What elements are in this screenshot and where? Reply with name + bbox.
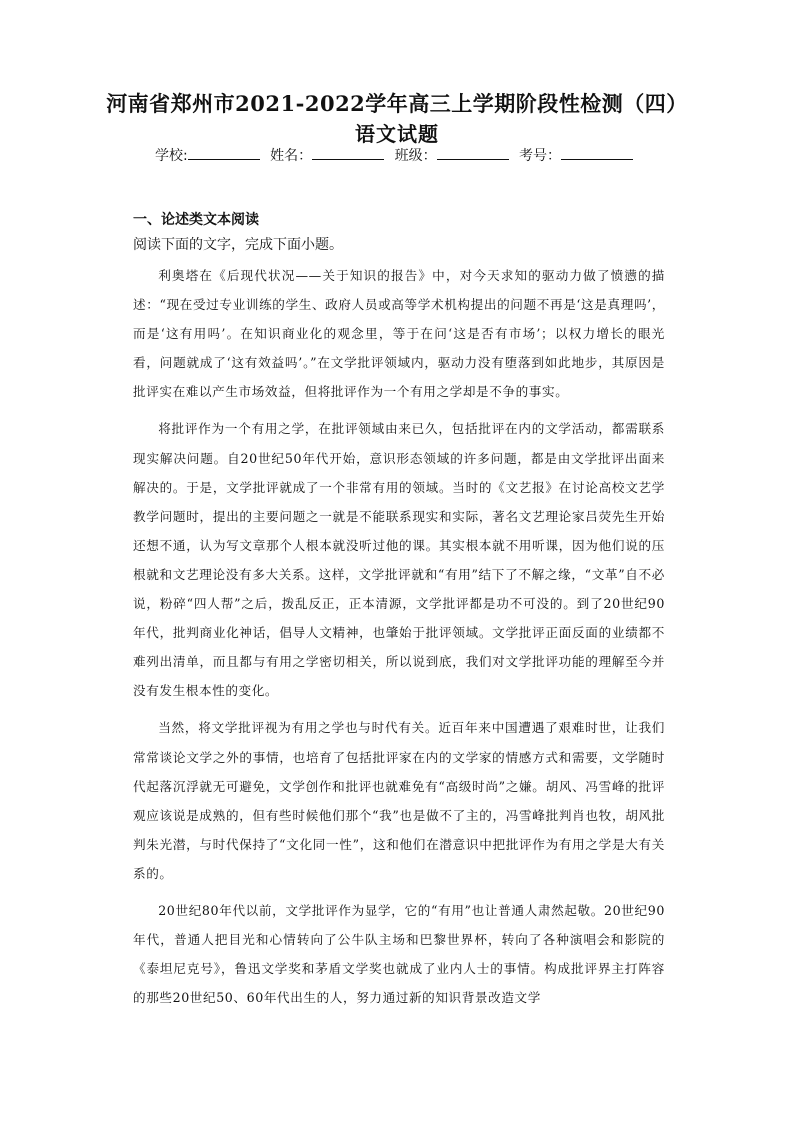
class-label: 班级： bbox=[394, 148, 437, 164]
student-info-line bbox=[0, 145, 794, 165]
section-instruction: 阅读下面的文字，完成下面小题。 bbox=[133, 237, 343, 253]
exam-number-label: 考号： bbox=[519, 148, 562, 164]
school-label: 学校: bbox=[154, 148, 188, 164]
reading-passage bbox=[133, 261, 665, 1020]
name-label: 姓名： bbox=[270, 148, 313, 164]
document-title: 河南省郑州市2021-2022学年高三上学期阶段性检测（四） bbox=[106, 91, 688, 116]
passage-paragraph-1: 利奥塔在《后现代状况——关于知识的报告》中，对今天求知的驱动力做了愤懑的描述：“现在受过专业训练的学生、政府人员或高等学术机构提出的问题不再是‘这是真理吗’，而是‘这有用吗’。在知识商业化的观念里，等于在问‘这是否有市场’；以权力增长的眼光看，问题就成了‘这有效益吗’。”在文学批评领域内，驱动力没有堕落到如此地步，其原因是批评实在难以产生市场效益，但将批评作为一个有用之学却是不争的事实。 bbox=[133, 268, 665, 400]
exam-number-blank bbox=[561, 145, 633, 160]
section-heading: 一、论述类文本阅读 bbox=[133, 212, 259, 228]
passage-paragraph-3: 当然，将文学批评视为有用之学也与时代有关。近百年来中国遭遇了艰难时世，让我们常常谈论文学之外的事情，也培育了包括批评家在内的文学家的情感方式和需要，文学随时代起落沉浮就无可避免，文学创作和批评也就难免有“高级时尚”之嫌。胡风、冯雪峰的批评观应该说是成熟的，但有些时候他们那个“我”也是做不了主的，冯雪峰批判肖也牧，胡风批判朱光潜，与时代保持了“文化同一性”，这和他们在潜意识中把批评作为有用之学是大有关系的。 bbox=[133, 720, 665, 881]
document-subtitle: 语文试题 bbox=[355, 122, 439, 146]
name-blank bbox=[312, 145, 384, 160]
passage-paragraph-4: 20世纪80年代以前，文学批评作为显学，它的“有用”也让普通人肃然起敬。20世纪90年代，普通人把目光和心情转向了公牛队主场和巴黎世界杯，转向了各种演唱会和影院的《泰坦尼克号》，鲁迅文学奖和茅盾文学奖也就成了业内人士的事情。构成批评界主打阵容的那些20世纪50、60年代出生的人，努力通过新的知识背景改造文学 bbox=[133, 902, 665, 1006]
class-blank bbox=[437, 145, 509, 160]
school-blank bbox=[188, 145, 260, 160]
passage-paragraph-2: 将批评作为一个有用之学，在批评领域由来已久，包括批评在内的文学活动，都需联系现实解决问题。自20世纪50年代开始，意识形态领域的许多问题，都是由文学批评出面来解决的。于是，文学批评就成了一个非常有用的领域。当时的《文艺报》在讨论高校文艺学教学问题时，提出的主要问题之一就是不能联系现实和实际，著名文艺理论家吕荧先生开始还想不通，认为写文章那个人根本就没听过他的课。其实根本就不用听课，因为他们说的压根就和文艺理论没有多大关系。这样，文学批评就和“有用”结下了不解之缘，“文革”自不必说，粉碎“四人帮”之后，拨乱反正，正本清源，文学批评都是功不可没的。到了20世纪90年代，批判商业化神话，倡导人文精神，也肇始于批评领域。文学批评正面反面的业绩都不难列出清单，而且都与有用之学密切相关，所以说到底，我们对文学批评功能的理解至今并没有发生根本性的变化。 bbox=[133, 421, 665, 699]
